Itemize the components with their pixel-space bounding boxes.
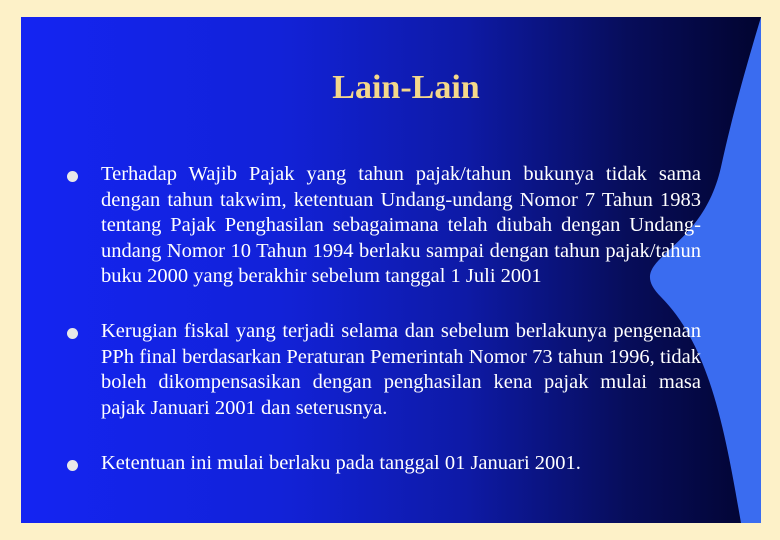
bullet-text-3: Ketentuan ini mulai berlaku pada tanggal 01 Januari 2001. — [101, 452, 581, 474]
bullet-dot-icon — [67, 328, 78, 339]
slide — [21, 17, 761, 523]
slide-title: Lain-Lain — [332, 69, 480, 106]
bullet-text-2: Kerugian fiskal yang terjadi selama dan sebelum berlakunya pengenaan PPh final berdasarkan Peraturan Pemerintah Nomor 73 tahun 1996, tidak boleh dikompensasikan dengan penghasilan kena pajak mulai masa pajak Januari 2001 dan seterusnya. — [101, 320, 701, 419]
bullet-dot-icon — [67, 171, 78, 182]
bullet-dot-icon — [67, 460, 78, 471]
bullet-text-1: Terhadap Wajib Pajak yang tahun pajak/tahun bukunya tidak sama dengan tahun takwim, ketentuan Undang-undang Nomor 7 Tahun 1983 tentang Pajak Penghasilan sebagaimana telah diubah dengan Undang-undang Nomor 10 Tahun 1994 berlaku sampai dengan tahun pajak/tahun buku 2000 yang berakhir sebelum tanggal 1 Juli 2001 — [101, 163, 701, 288]
